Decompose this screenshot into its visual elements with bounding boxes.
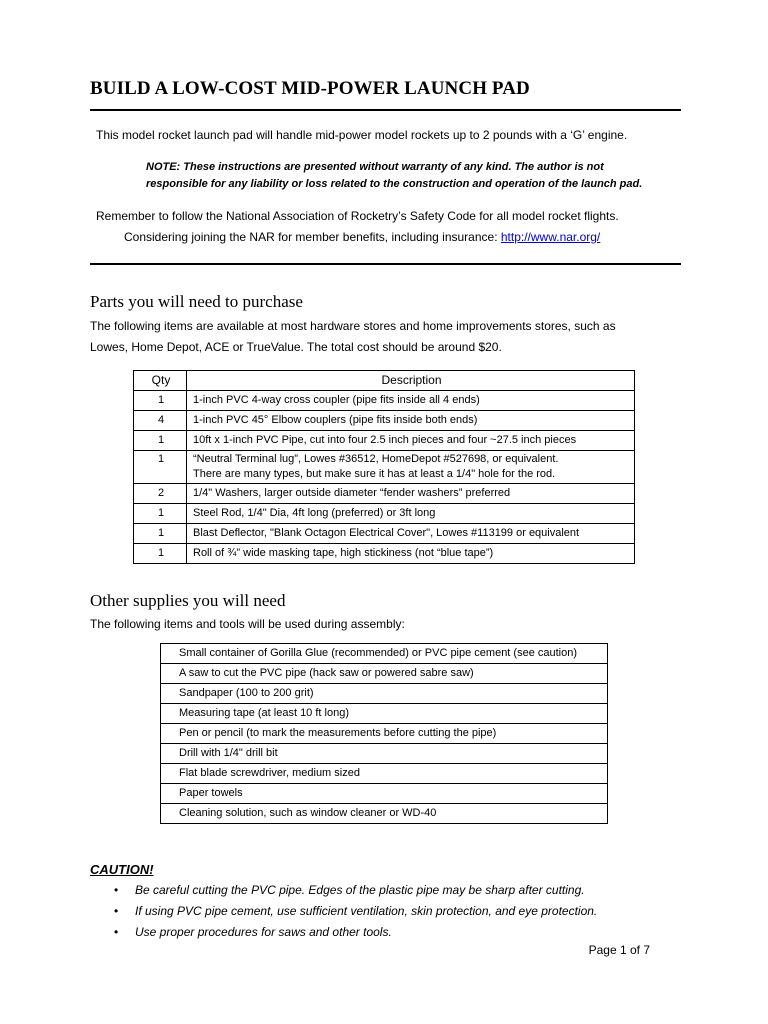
parts-desc-line-1: The following items are available at most hardware stores and home improvements stores, such as [90,319,616,333]
table-row [161,724,608,744]
supply-cell: Measuring tape (at least 10 ft long) [161,704,608,724]
supply-cell: Cleaning solution, such as window cleaner or WD-40 [161,804,608,824]
parts-desc-line-2: Lowes, Home Depot, ACE or TrueValue. The total cost should be around $20. [90,340,502,354]
list-item [90,901,597,922]
qty-cell: 2 [134,484,187,504]
description-column-header: Description [187,371,635,391]
qty-column-header: Qty [134,371,187,391]
table-row [134,451,635,484]
table-row [134,544,635,564]
bullet-icon: • [114,904,119,918]
supply-cell: Pen or pencil (to mark the measurements before cutting the pipe) [161,724,608,744]
intro-divider [90,263,681,265]
table-row [134,411,635,431]
table-row [161,684,608,704]
description-cell: 1-inch PVC 4-way cross coupler (pipe fits inside all 4 ends) [187,391,635,411]
table-row [161,744,608,764]
supply-cell: A saw to cut the PVC pipe (hack saw or powered sabre saw) [161,664,608,684]
description-cell: 1/4" Washers, larger outside diameter “fender washers” preferred [187,484,635,504]
caution-text: Use proper procedures for saws and other tools. [135,925,392,939]
parts-table-header [134,371,635,391]
description-cell: 1-inch PVC 45° Elbow couplers (pipe fits inside both ends) [187,411,635,431]
reminder-line-2-text: Considering joining the NAR for member benefits, including insurance: [124,230,498,244]
table-row [134,524,635,544]
note-line-2: responsible for any liability or loss related to the construction and operation of the launch pad. [146,178,643,190]
parts-table [133,370,635,564]
parts-heading: Parts you will need to purchase [90,292,303,311]
note-line-1: NOTE: These instructions are presented without warranty of any kind. The author is not [146,161,604,173]
page-number: Page 1 of 7 [588,943,650,957]
qty-cell: 1 [134,504,187,524]
table-row [161,784,608,804]
qty-cell: 1 [134,391,187,411]
page-title: BUILD A LOW-COST MID-POWER LAUNCH PAD [90,78,530,99]
qty-cell: 1 [134,524,187,544]
qty-cell: 1 [134,431,187,451]
caution-text: If using PVC pipe cement, use sufficient ventilation, skin protection, and eye protection. [135,904,598,918]
table-row [134,504,635,524]
reminder-line-1: Remember to follow the National Association of Rocketry’s Safety Code for all model rocket flights. [96,209,619,223]
caution-text: Be careful cutting the PVC pipe. Edges of the plastic pipe may be sharp after cutting. [135,883,585,897]
supplies-table [160,643,608,824]
supply-cell: Paper towels [161,784,608,804]
table-row [161,804,608,824]
supply-cell: Small container of Gorilla Glue (recommended) or PVC pipe cement (see caution) [161,644,608,664]
list-item [90,880,597,901]
description-line-2: There are many types, but make sure it has at least a 1/4" hole for the rod. [193,468,556,480]
table-row [161,764,608,784]
description-cell: 10ft x 1-inch PVC Pipe, cut into four 2.5 inch pieces and four ~27.5 inch pieces [187,431,635,451]
bullet-icon: • [114,883,119,897]
description-cell [187,451,635,484]
table-row [134,484,635,504]
caution-list [90,880,597,943]
description-cell: Blast Deflector, "Blank Octagon Electrical Cover", Lowes #113199 or equivalent [187,524,635,544]
table-row [161,664,608,684]
description-cell: Steel Rod, 1/4" Dia, 4ft long (preferred) or 3ft long [187,504,635,524]
intro-text: This model rocket launch pad will handle mid-power model rockets up to 2 pounds with a ‘G’ engine. [96,128,628,142]
qty-cell: 1 [134,544,187,564]
supply-cell: Flat blade screwdriver, medium sized [161,764,608,784]
table-row [134,391,635,411]
nar-link[interactable]: http://www.nar.org/ [500,230,601,244]
list-item [90,922,597,943]
qty-cell: 1 [134,451,187,484]
supply-cell: Sandpaper (100 to 200 grit) [161,684,608,704]
description-line-1: “Neutral Terminal lug”, Lowes #36512, HomeDepot #527698, or equivalent. [193,453,559,465]
reminder-line-2 [124,228,600,246]
supply-cell: Drill with 1/4" drill bit [161,744,608,764]
bullet-icon: • [114,925,119,939]
caution-heading: CAUTION! [90,862,154,877]
table-row [134,431,635,451]
supplies-desc: The following items and tools will be used during assembly: [90,617,405,631]
table-row [161,644,608,664]
table-row [161,704,608,724]
title-divider [90,109,681,111]
description-cell: Roll of ¾” wide masking tape, high stickiness (not “blue tape”) [187,544,635,564]
supplies-heading: Other supplies you will need [90,591,286,610]
qty-cell: 4 [134,411,187,431]
